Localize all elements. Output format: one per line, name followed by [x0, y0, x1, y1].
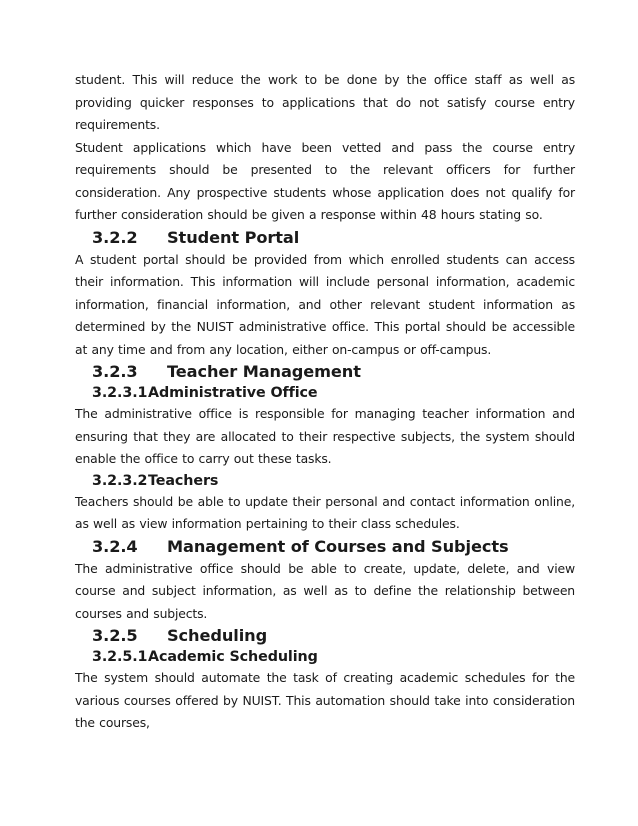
paragraph-academic-scheduling: The system should automate the task of creating academic schedules for the various courses offered by NUIST. This automation should take into consideration the courses,: [75, 670, 575, 730]
heading-number: 3.2.3.2: [92, 472, 148, 489]
paragraph-courses-and-subjects: The administrative office should be able to create, update, delete, and view course and subject information, as well as to define the relationship between courses and subjects.: [75, 560, 575, 621]
heading-teacher-management: [75, 361, 575, 383]
heading-teachers: [75, 471, 575, 491]
document-page: [75, 69, 575, 735]
heading-number: 3.2.5.1: [92, 649, 148, 665]
heading-title: Administrative Office: [148, 385, 318, 401]
paragraph-teachers: Teachers should be able to update their personal and contact information online, as well as view information pertaining to their class schedules.: [75, 493, 575, 531]
paragraph-student-applications-continued: student. This will reduce the work to be done by the office staff as well as providing quicker responses to applications that do not satisfy course entry requirements.: [75, 72, 575, 132]
heading-student-portal: [75, 227, 575, 249]
heading-number: 3.2.5: [92, 626, 138, 645]
heading-number: 3.2.2: [92, 227, 138, 247]
heading-number: 3.2.3: [92, 362, 138, 381]
heading-title: Academic Scheduling: [148, 649, 318, 665]
heading-title: Scheduling: [167, 626, 268, 645]
heading-title: Student Portal: [167, 227, 300, 247]
heading-academic-scheduling: [75, 647, 575, 667]
paragraph-student-portal: A student portal should be provided from which enrolled students can access their information. This information will include personal information, academic information, financial information, and other relevant student information as determined by the NUIST administrative office. This portal should be accessible at any time and from any location, either on-campus or off-campus.: [75, 251, 575, 357]
heading-scheduling: [75, 625, 575, 647]
heading-title: Teacher Management: [167, 362, 361, 381]
heading-number: 3.2.3.1: [92, 385, 148, 401]
heading-administrative-office: [75, 383, 575, 403]
heading-title: Teachers: [148, 472, 219, 489]
heading-courses-and-subjects: [75, 536, 575, 558]
heading-number: 3.2.4: [92, 536, 138, 556]
paragraph-administrative-office: The administrative office is responsible for managing teacher information and ensuring that they are allocated to their respective subjects, the system should enable the office to carry out these tasks.: [75, 406, 575, 466]
heading-title: Management of Courses and Subjects: [167, 536, 509, 556]
paragraph-vetted-applications: Student applications which have been vetted and pass the course entry requirements should be presented to the relevant officers for further consideration. Any prospective students whose application does not qualify for further consideration should be given a response within 48 hours stating so.: [75, 139, 575, 222]
